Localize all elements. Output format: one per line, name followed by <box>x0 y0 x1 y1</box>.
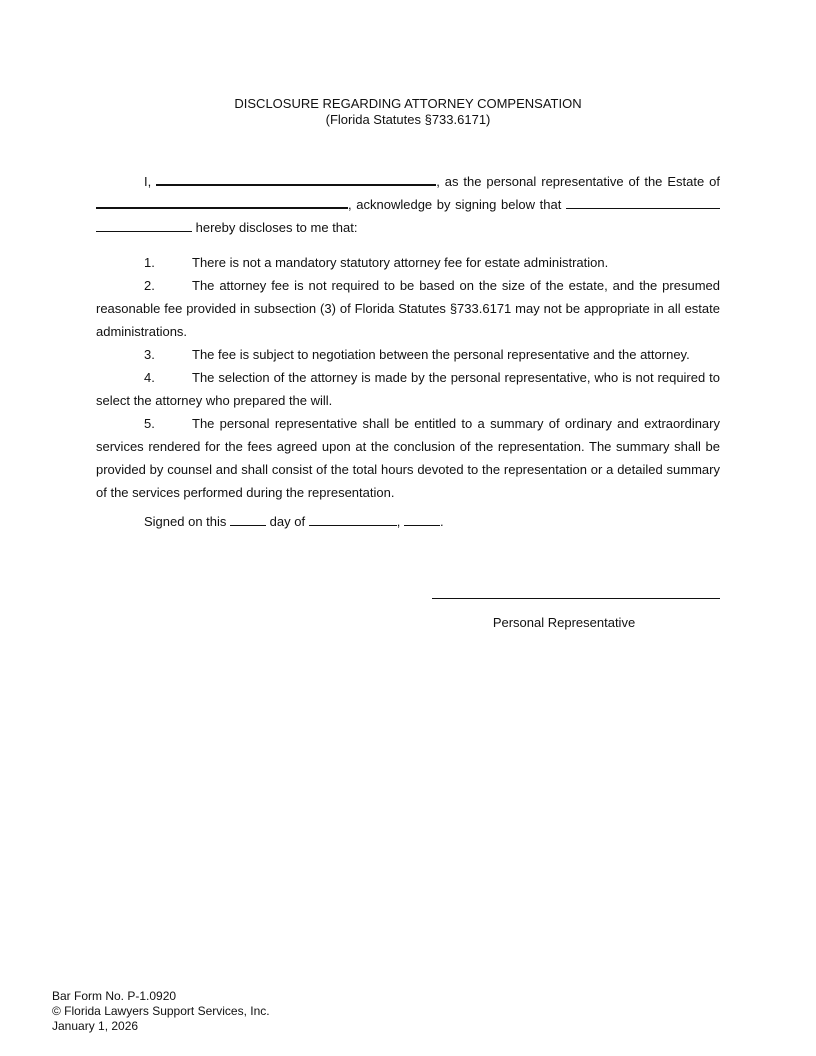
signed-month-field[interactable] <box>309 513 397 526</box>
footer-date: January 1, 2026 <box>52 1019 139 1033</box>
document-body <box>96 170 720 533</box>
signed-on-line <box>96 510 720 533</box>
item-text: There is not a mandatory statutory attorney fee for estate administration. <box>192 255 609 270</box>
signed-year-field[interactable] <box>404 513 440 526</box>
disclosure-item-1 <box>96 251 720 274</box>
document-subtitle: (Florida Statutes §733.6171) <box>325 112 491 127</box>
document-title: DISCLOSURE REGARDING ATTORNEY COMPENSATION <box>234 96 582 111</box>
signed-period: . <box>439 514 444 529</box>
opening-text-1: , as the personal representative of the Estate of <box>436 174 720 189</box>
estate-name-field[interactable] <box>96 195 348 209</box>
item-number: 2. <box>144 278 155 293</box>
item-number: 5. <box>144 416 155 431</box>
document-title-block <box>0 96 816 128</box>
opening-text-2: , acknowledge by signing below that <box>348 197 562 212</box>
item-number: 1. <box>144 255 155 270</box>
opening-text-3: hereby discloses to me that: <box>195 220 358 235</box>
footer-form-number: Bar Form No. P-1.0920 <box>52 989 177 1003</box>
opening-paragraph <box>96 170 720 239</box>
disclosure-item-2 <box>96 274 720 343</box>
item-number: 4. <box>144 370 155 385</box>
signature-line[interactable] <box>432 598 720 599</box>
attorney-name-field[interactable] <box>566 196 720 209</box>
item-text: The attorney fee is not required to be based on the size of the estate, and the presumed reasonable fee provided in subsection (3) of Florida Statutes §733.6171 may not be appropriate in all estate administrations. <box>96 278 720 339</box>
disclosure-item-3 <box>96 343 720 366</box>
personal-representative-name-field[interactable] <box>156 172 436 186</box>
signed-day-of: day of <box>269 514 306 529</box>
signed-prefix: Signed on this <box>144 514 227 529</box>
item-text: The fee is subject to negotiation between the personal representative and the attorney. <box>192 347 690 362</box>
footer-copyright: © Florida Lawyers Support Services, Inc. <box>52 1004 270 1018</box>
item-text: The personal representative shall be entitled to a summary of ordinary and extraordinary services rendered for the fees agreed upon at the conclusion of the representation. The summary shall be provided by counsel and shall consist of the total hours devoted to the representation or a detailed summary of the services performed during the representation. <box>96 416 720 500</box>
opening-i-label: I, <box>144 174 152 189</box>
item-text: The selection of the attorney is made by the personal representative, who is not required to select the attorney who prepared the will. <box>96 370 720 408</box>
attorney-name-field-continued[interactable] <box>96 219 192 232</box>
disclosure-item-4 <box>96 366 720 412</box>
signed-day-field[interactable] <box>230 513 266 526</box>
signed-comma: , <box>396 514 401 529</box>
disclosure-item-5 <box>96 412 720 504</box>
item-number: 3. <box>144 347 155 362</box>
signature-label: Personal Representative <box>492 615 636 630</box>
form-footer <box>52 989 270 1034</box>
